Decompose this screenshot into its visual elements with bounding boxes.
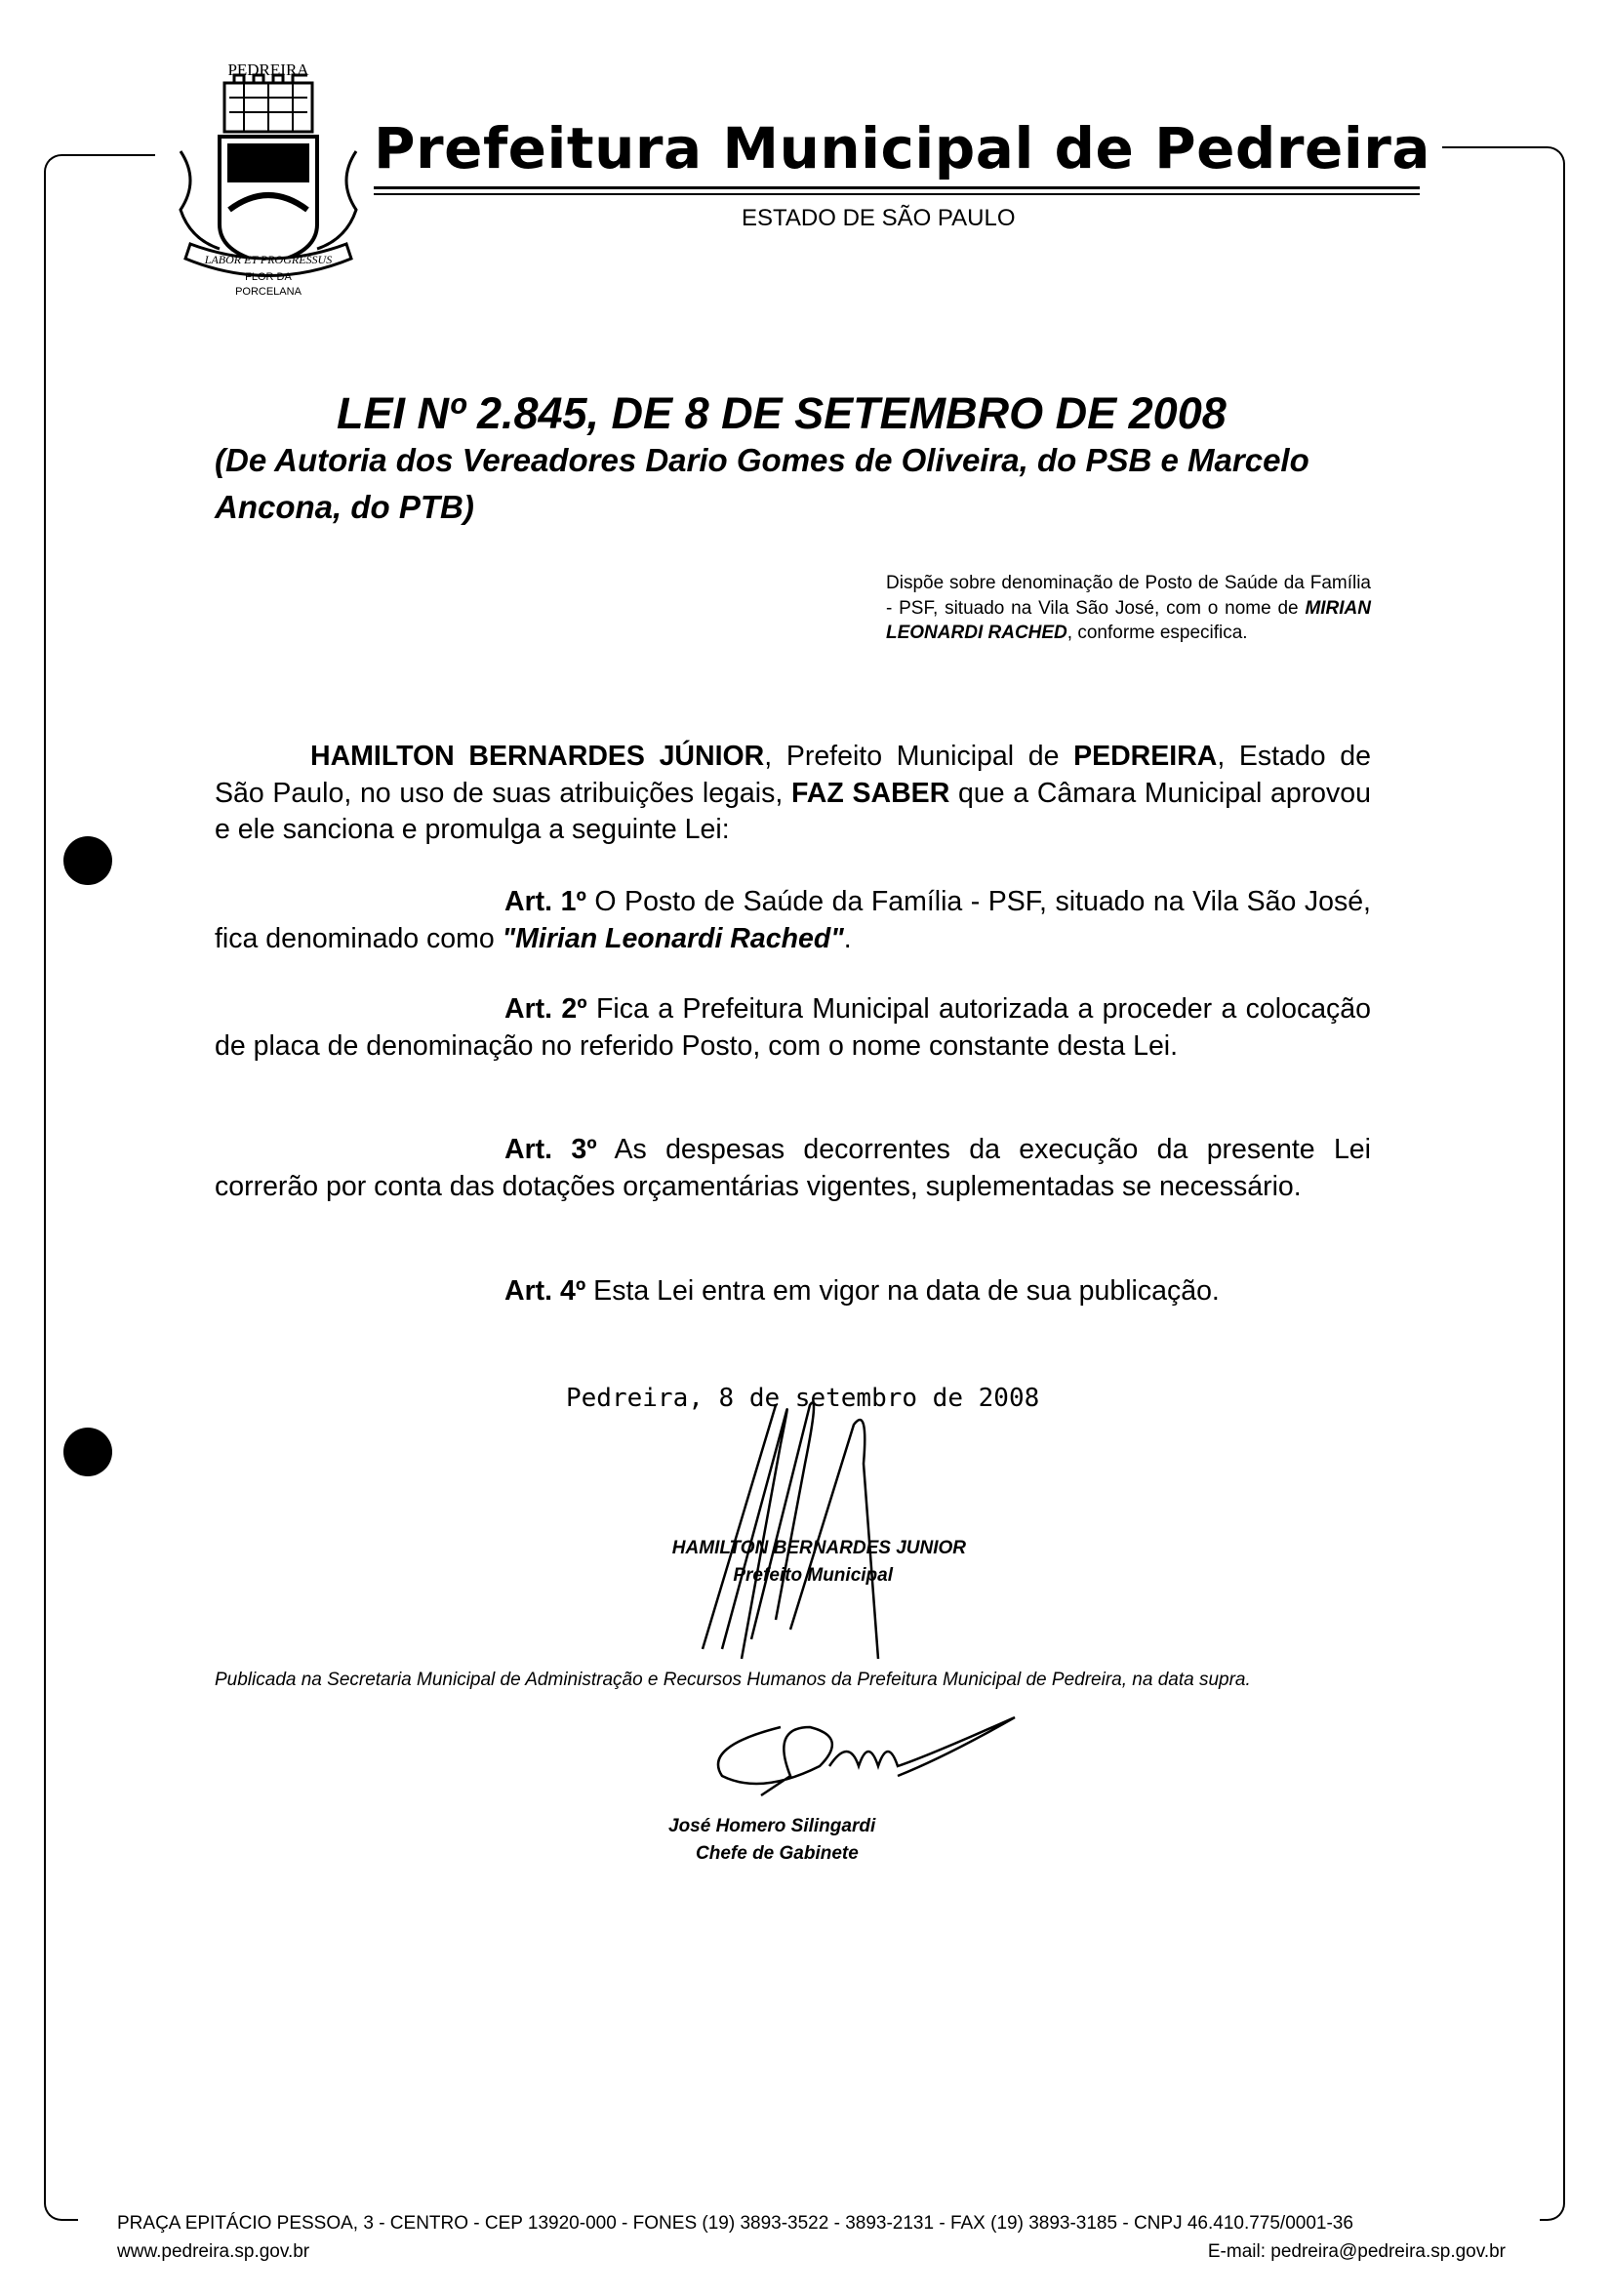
law-authorship: (De Autoria dos Vereadores Dario Gomes de Oliveira, do PSB e Marcelo Ancona, do PTB) bbox=[215, 442, 1309, 525]
svg-text:FLOR DA: FLOR DA bbox=[245, 271, 292, 283]
article-label: Art. 3º bbox=[504, 1134, 597, 1165]
publication-note: Publicada na Secretaria Municipal de Administração e Recursos Humanos da Prefeitura Municipal de Pedreira, na data supra. bbox=[215, 1670, 1251, 1690]
preamble bbox=[215, 739, 1371, 849]
summary-honoree: MIRIAN LEONARDI RACHED bbox=[886, 597, 1371, 643]
article-3 bbox=[215, 1132, 1371, 1205]
preamble-text: , Estado de São Paulo, no uso de suas atribuições legais, bbox=[215, 741, 1371, 809]
article-text: O Posto de Saúde da Família - PSF, situado na Vila São José, fica denominado como bbox=[215, 886, 1371, 954]
article-text: Esta Lei entra em vigor na data de sua publicação. bbox=[585, 1275, 1220, 1307]
preamble-text: , Prefeito Municipal de bbox=[764, 741, 1074, 772]
footer-email[interactable]: E-mail: pedreira@pedreira.sp.gov.br bbox=[1207, 2241, 1506, 2262]
signer1-role: Prefeito Municipal bbox=[733, 1565, 893, 1586]
frame-left bbox=[44, 154, 155, 2221]
article-label: Art. 2º bbox=[504, 993, 587, 1025]
frame-right bbox=[1442, 146, 1565, 2221]
law-title: LEI Nº 2.845, DE 8 DE SETEMBRO DE 2008 bbox=[337, 388, 1227, 438]
article-2 bbox=[215, 991, 1371, 1065]
article-text: Fica a Prefeitura Municipal autorizada a proceder a colocação de placa de denominação no referido Posto, com o nome constante desta Lei. bbox=[215, 993, 1371, 1062]
punch-hole bbox=[63, 1428, 112, 1476]
law-summary bbox=[886, 571, 1371, 646]
frame-mask-bottom-right bbox=[1442, 2207, 1540, 2221]
punch-hole bbox=[63, 836, 112, 885]
institution-title: Prefeitura Municipal de Pedreira bbox=[374, 115, 1430, 181]
mayor-name: HAMILTON BERNARDES JÚNIOR bbox=[310, 741, 765, 772]
title-underline-2 bbox=[374, 193, 1420, 195]
title-underline bbox=[374, 186, 1420, 189]
coat-of-arms-logo bbox=[171, 54, 366, 298]
article-label: Art. 4º bbox=[504, 1275, 586, 1307]
chief-signature bbox=[703, 1708, 1025, 1805]
signer2-role: Chefe de Gabinete bbox=[696, 1843, 859, 1864]
summary-end: , conforme especifica. bbox=[1067, 623, 1248, 643]
footer-website[interactable]: www.pedreira.sp.gov.br bbox=[117, 2241, 310, 2262]
state-subtitle: ESTADO DE SÃO PAULO bbox=[742, 205, 1016, 231]
footer-address: PRAÇA EPITÁCIO PESSOA, 3 - CENTRO - CEP 13920-000 - FONES (19) 3893-3522 - 3893-2131 - FAX (19) 3893-3185 - CNPJ 46.410.775/0001-36 bbox=[117, 2213, 1353, 2234]
signing-date: Pedreira, 8 de setembro de 2008 bbox=[566, 1384, 1040, 1413]
svg-text:LABOR ET PROGRESSUS: LABOR ET PROGRESSUS bbox=[204, 253, 333, 266]
signer2-block bbox=[546, 1813, 917, 1868]
faz-saber: FAZ SABER bbox=[790, 777, 950, 809]
svg-text:PORCELANA: PORCELANA bbox=[235, 286, 302, 298]
city-name: PEDREIRA bbox=[1073, 741, 1218, 772]
article-text: As despesas decorrentes da execução da presente Lei correrão por conta das dotações orçamentárias vigentes, suplementadas se necessário. bbox=[215, 1134, 1371, 1202]
article-label: Art. 1º bbox=[504, 886, 586, 917]
article-4 bbox=[215, 1273, 1371, 1310]
article-1 bbox=[215, 884, 1371, 957]
signer2-name: José Homero Silingardi bbox=[668, 1816, 876, 1836]
mayor-signature bbox=[683, 1386, 917, 1669]
signer1-block bbox=[546, 1535, 966, 1590]
article-end: . bbox=[843, 922, 852, 954]
signer1-name: HAMILTON BERNARDES JUNIOR bbox=[671, 1538, 966, 1558]
preamble-text: que a Câmara Municipal aprovou e ele sanciona e promulga a seguinte Lei: bbox=[215, 777, 1371, 845]
svg-text:PEDREIRA: PEDREIRA bbox=[227, 60, 309, 79]
summary-text: Dispõe sobre denominação de Posto de Saúde da Família - PSF, situado na Vila São José, com o nome de bbox=[886, 573, 1371, 619]
honoree-name: "Mirian Leonardi Rached" bbox=[502, 922, 844, 954]
